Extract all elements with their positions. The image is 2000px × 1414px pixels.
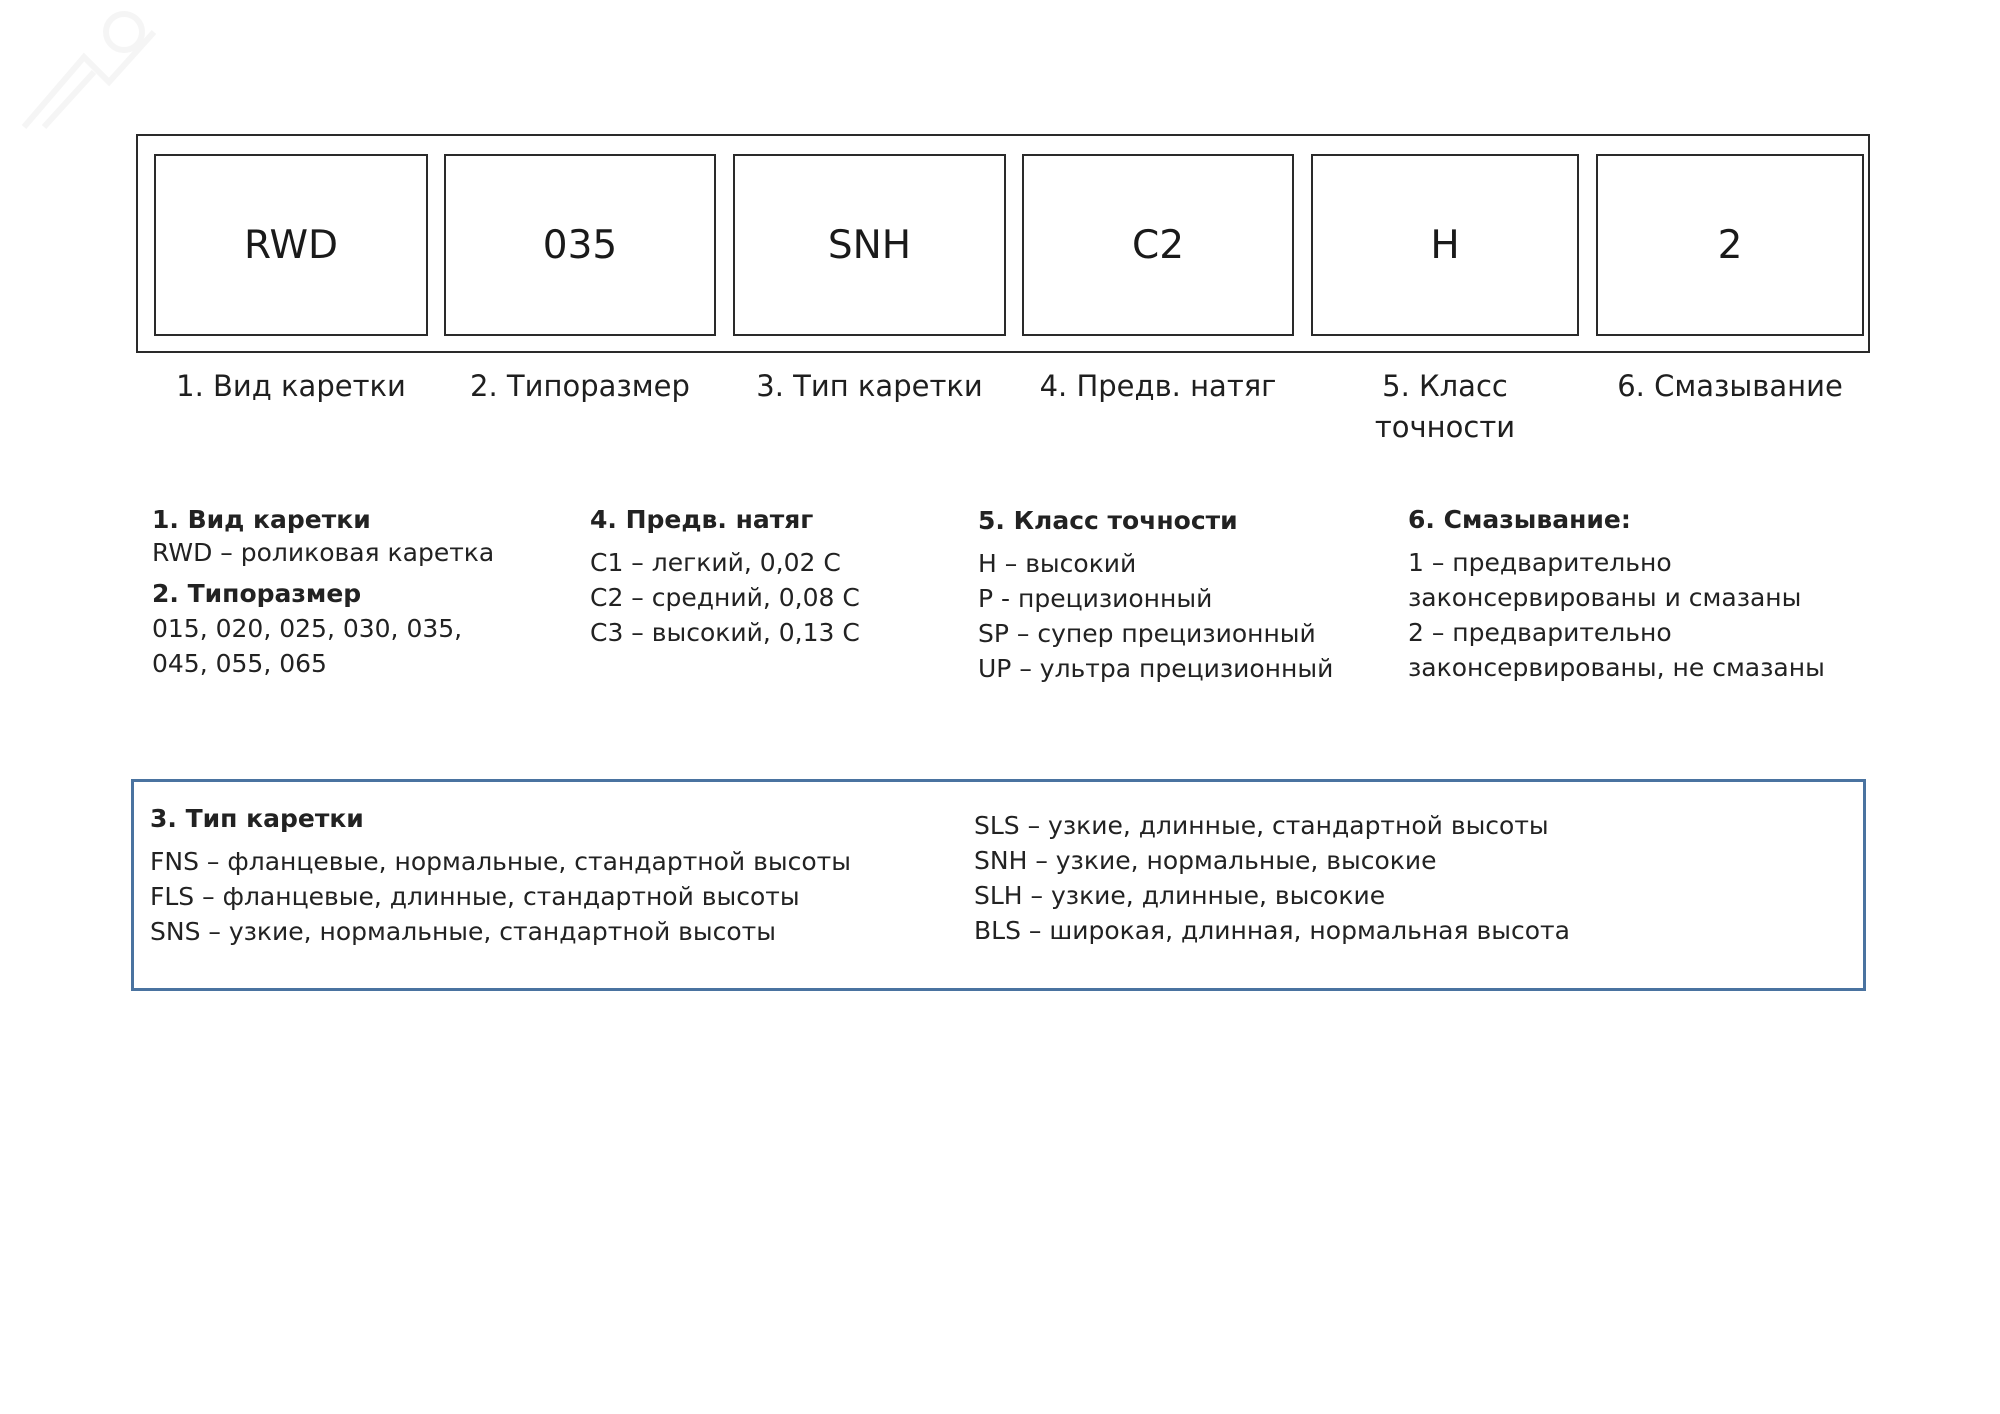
carriage-type-line: SLS – узкие, длинные, стандартной высоты [974, 811, 1549, 840]
code-label-accuracy: 5. Класс точности [1374, 369, 1516, 444]
legend-carriage-kind-title: 1. Вид каретки [152, 505, 371, 534]
legend-accuracy [978, 504, 1378, 686]
code-label-preload: 4. Предв. натяг [1039, 369, 1277, 403]
legend-size-title: 2. Типоразмер [152, 579, 362, 608]
legend-lubrication [1408, 503, 1868, 685]
legend-lubrication-line: 2 – предварительно [1408, 618, 1672, 647]
carriage-type-line: FLS – фланцевые, длинные, стандартной высоты [150, 882, 800, 911]
carriage-type-left-column [150, 802, 930, 949]
carriage-type-line: SNS – узкие, нормальные, стандартной высоты [150, 917, 776, 946]
legend-lubrication-line: 1 – предварительно [1408, 548, 1672, 577]
code-segment-lubrication: 2 [1596, 154, 1864, 336]
carriage-type-title: 3. Тип каретки [150, 804, 364, 833]
code-label-size: 2. Типоразмер [470, 369, 690, 403]
legend-lubrication-title: 6. Смазывание: [1408, 505, 1631, 534]
legend-accuracy-line: H – высокий [978, 549, 1137, 578]
carriage-type-box [131, 779, 1866, 991]
order-code-frame [136, 134, 1870, 353]
watermark-logo [14, 2, 164, 132]
code-label-lubrication: 6. Смазывание [1617, 369, 1843, 403]
legend-accuracy-line: P - прецизионный [978, 584, 1213, 613]
carriage-type-line: SLH – узкие, длинные, высокие [974, 881, 1386, 910]
carriage-type-line: SNH – узкие, нормальные, высокие [974, 846, 1437, 875]
legend-lubrication-line: законсервированы, не смазаны [1408, 653, 1825, 682]
legend-carriage-kind-and-size [152, 503, 552, 681]
code-label-carriage-kind: 1. Вид каретки [176, 369, 406, 403]
legend-preload [590, 503, 950, 650]
legend-preload-title: 4. Предв. натяг [590, 505, 814, 534]
legend-preload-line: C2 – средний, 0,08 C [590, 583, 860, 612]
code-segment-accuracy: H [1311, 154, 1579, 336]
legend-carriage-kind-line: RWD – роликовая каретка [152, 538, 495, 567]
code-segment-size: 035 [444, 154, 716, 336]
legend-size-line: 015, 020, 025, 030, 035, [152, 614, 463, 643]
legend-accuracy-line: UP – ультра прецизионный [978, 654, 1334, 683]
code-segment-preload: C2 [1022, 154, 1294, 336]
legend-size-line: 045, 055, 065 [152, 649, 327, 678]
legend-preload-line: C1 – легкий, 0,02 C [590, 548, 841, 577]
code-label-carriage-type: 3. Тип каретки [756, 369, 983, 403]
code-segment-carriage-kind: RWD [154, 154, 428, 336]
legend-preload-line: C3 – высокий, 0,13 C [590, 618, 860, 647]
carriage-type-line: FNS – фланцевые, нормальные, стандартной высоты [150, 847, 851, 876]
legend-lubrication-line: законсервированы и смазаны [1408, 583, 1802, 612]
carriage-type-right-column [974, 808, 1834, 948]
code-segment-carriage-type: SNH [733, 154, 1006, 336]
legend-accuracy-line: SP – супер прецизионный [978, 619, 1316, 648]
legend-accuracy-title: 5. Класс точности [978, 506, 1238, 535]
carriage-type-line: BLS – широкая, длинная, нормальная высота [974, 916, 1570, 945]
